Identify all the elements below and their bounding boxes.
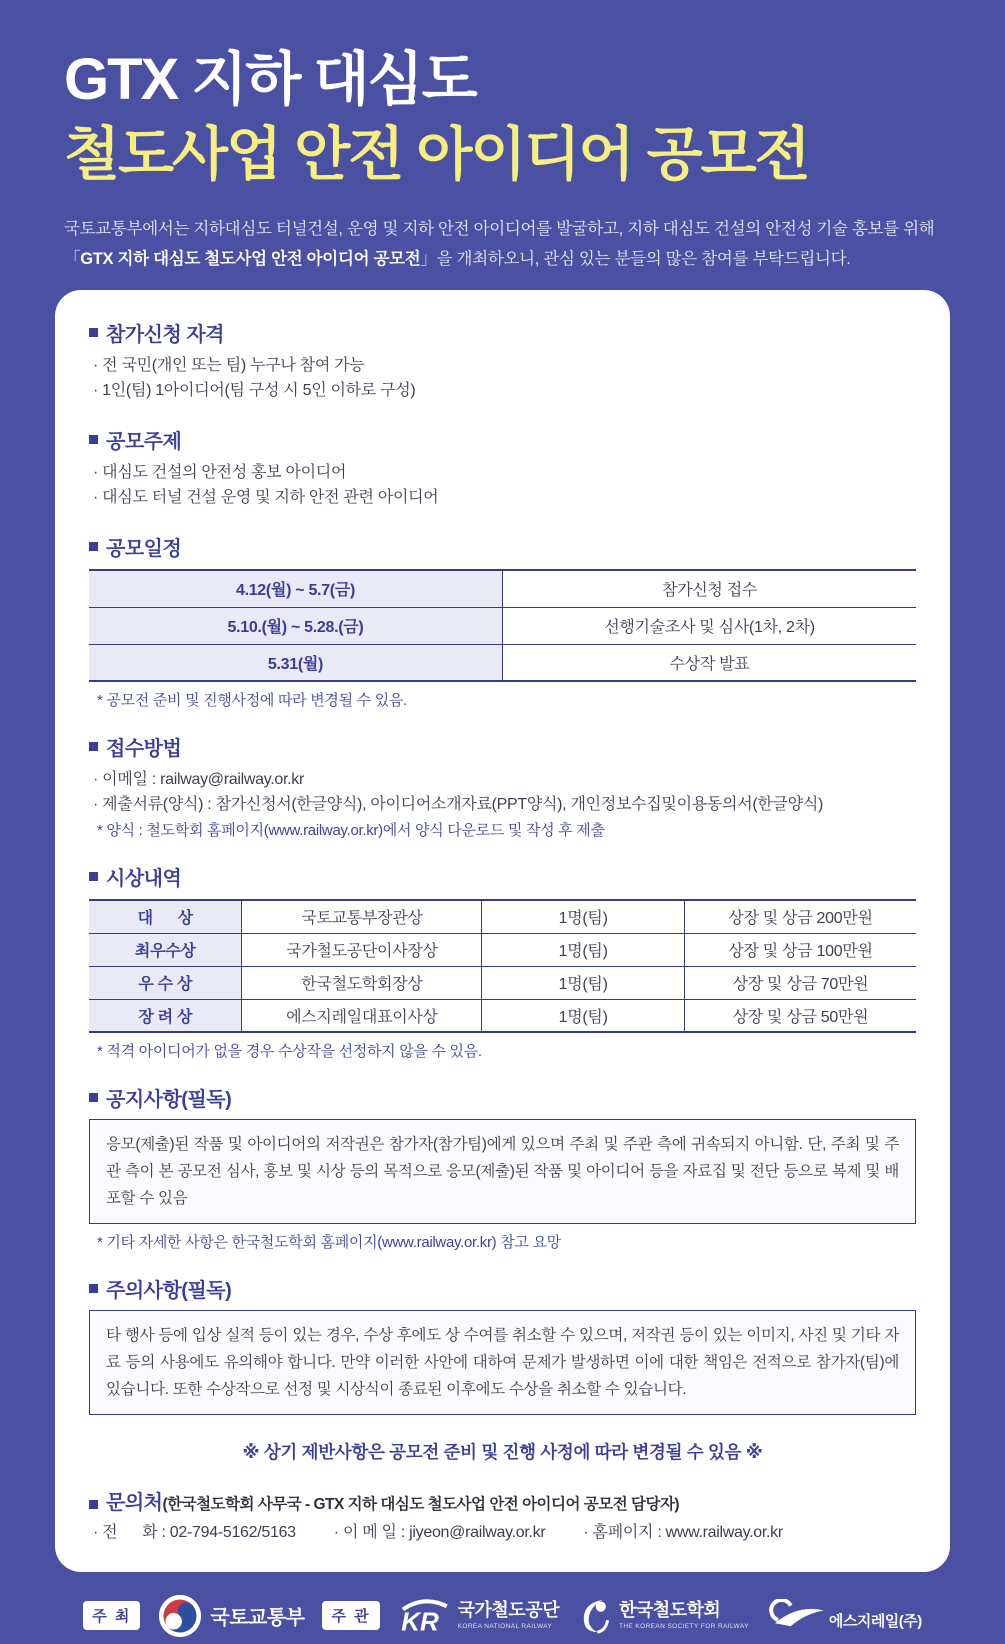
section-contact xyxy=(89,1486,916,1546)
content-card xyxy=(55,290,950,1572)
section-title-awards: 시상내역 xyxy=(89,862,916,891)
award-reward: 상장 및 상금 100만원 xyxy=(684,933,916,966)
award-grade: 대 상 xyxy=(89,900,242,933)
award-prize: 한국철도학회장상 xyxy=(242,966,482,999)
schedule-content: 참가신청 접수 xyxy=(661,582,758,600)
poster-title-line1: GTX 지하 대심도 xyxy=(64,47,476,112)
poster-title-line2: 철도사업 안전 아이디어 공모전 xyxy=(64,122,809,187)
award-row xyxy=(89,966,916,999)
host-badge: 주 최 xyxy=(83,1601,140,1630)
molit-taegeuk-icon xyxy=(158,1594,202,1638)
section-theme xyxy=(89,425,916,510)
award-count: 1명(팀) xyxy=(482,933,685,966)
notice-box: 응모(제출)된 작품 및 아이디어의 저작권은 참가자(참가팀)에게 있으며 주최 및 주관 측에 귀속되지 아니함. 단, 주최 및 주관 측이 본 공모전 심사, 홍보 및 시상 등의 목적으로 응모(제출)된 작품 및 아이디어 등을 자료집 및 전단 등으로 복제 및 배포할 수 있음 xyxy=(89,1119,916,1224)
description-contest-name: GTX 지하 대심도 철도사업 안전 아이디어 공모전 xyxy=(80,250,421,268)
host-name: 국토교통부 xyxy=(210,1607,305,1629)
section-title-theme: 공모주제 xyxy=(89,425,916,454)
section-title-submission: 접수방법 xyxy=(89,732,916,761)
award-prize: 에스지레일대표이사상 xyxy=(242,999,482,1032)
award-reward: 상장 및 상금 200만원 xyxy=(684,900,916,933)
section-caution xyxy=(89,1274,916,1415)
schedule-row xyxy=(89,607,916,644)
award-count: 1명(팀) xyxy=(482,900,685,933)
poster-description xyxy=(64,214,945,274)
eligibility-item: · 전 국민(개인 또는 팀) 누구나 참여 가능 xyxy=(93,357,365,374)
contact-subtitle: (한국철도학회 사무국 - GTX 지하 대심도 철도사업 안전 아이디어 공모전 담당자) xyxy=(162,1496,680,1513)
contact-phone: · 전 화 : 02-794-5162/5163 xyxy=(93,1524,296,1541)
square-bullet-icon xyxy=(89,1284,98,1293)
section-title-caution: 주의사항(필독) xyxy=(89,1274,916,1303)
award-row xyxy=(89,900,916,933)
schedule-period: 4.12(월) ~ 5.7(금) xyxy=(89,570,503,607)
section-title-notice: 공지사항(필독) xyxy=(89,1083,916,1112)
contact-email: · 이 메 일 : jiyeon@railway.or.kr xyxy=(333,1524,546,1541)
org3-name: 에스지레일(주) xyxy=(828,1613,922,1630)
square-bullet-icon xyxy=(89,872,98,881)
submission-item: · 이메일 : railway@railway.or.kr xyxy=(93,771,304,788)
submission-note: * 양식 : 철도학회 홈페이지(www.railway.or.kr)에서 양식 다운로드 및 작성 후 제출 xyxy=(97,822,605,839)
contact-homepage: · 홈페이지 : www.railway.or.kr xyxy=(583,1524,783,1541)
kr-logo-unit xyxy=(398,1596,559,1636)
awards-table xyxy=(89,899,916,1033)
award-grade: 최우수상 xyxy=(89,933,242,966)
theme-item: · 대심도 터널 건설 운영 및 지하 안전 관련 아이디어 xyxy=(93,488,439,506)
award-prize: 국토교통부장관상 xyxy=(242,900,482,933)
notice-note: * 기타 자세한 사항은 한국철도학회 홈페이지(www.railway.or.kr) 참고 요망 xyxy=(97,1234,561,1251)
square-bullet-icon xyxy=(89,435,98,444)
award-grade: 장 려 상 xyxy=(89,999,242,1032)
square-bullet-icon xyxy=(89,1500,98,1509)
theme-item: · 대심도 건설의 안전성 홍보 아이디어 xyxy=(93,464,347,481)
section-awards xyxy=(89,862,916,1061)
schedule-content: 수상작 발표 xyxy=(503,644,917,681)
organizer-badge: 주 관 xyxy=(322,1601,379,1630)
award-count: 1명(팀) xyxy=(482,999,685,1032)
section-title-schedule: 공모일정 xyxy=(89,532,916,561)
section-eligibility xyxy=(89,318,916,403)
square-bullet-icon xyxy=(89,742,98,751)
section-notice xyxy=(89,1083,916,1252)
org1-subtitle: KOREA NATIONAL RAILWAY xyxy=(457,1622,553,1630)
awards-note: * 적격 아이디어가 없을 경우 수상작을 선정하지 않을 수 있음. xyxy=(97,1043,482,1060)
award-row xyxy=(89,999,916,1032)
schedule-row xyxy=(89,644,916,681)
description-line2: 「GTX 지하 대심도 철도사업 안전 아이디어 공모전」을 개최하오니, 관심 있는 분들의 많은 참여를 부탁드립니다. xyxy=(64,250,851,268)
sgrail-s-icon xyxy=(767,1599,827,1633)
schedule-note: * 공모전 준비 및 진행사정에 따라 변경될 수 있음. xyxy=(97,692,407,709)
square-bullet-icon xyxy=(89,542,98,551)
org2-subtitle: THE KOREAN SOCIETY FOR RAILWAY xyxy=(618,1622,749,1630)
section-title-contact: 문의처 (한국철도학회 사무국 - GTX 지하 대심도 철도사업 안전 아이디어 공모전 담당자) xyxy=(89,1486,916,1515)
description-line1: 국토교통부에서는 지하대심도 터널건설, 운영 및 지하 안전 아이디어를 발굴하고, 지하 대심도 건설의 안전성 기술 홍보를 위해 xyxy=(64,220,935,238)
ksr-logo-unit xyxy=(577,1596,749,1636)
svg-text:KR: KR xyxy=(400,1606,439,1636)
submission-item: · 제출서류(양식) : 참가신청서(한글양식), 아이디어소개자료(PPT양식), 개인정보수집및이용동의서(한글양식) xyxy=(93,795,824,813)
schedule-period: 5.31(월) xyxy=(89,644,503,681)
sgrail-logo-unit xyxy=(767,1599,922,1633)
award-prize: 국가철도공단이사장상 xyxy=(242,933,482,966)
schedule-content: 선행기술조사 및 심사(1차, 2차) xyxy=(503,607,917,644)
schedule-period: 5.10.(월) ~ 5.28.(금) xyxy=(89,607,503,644)
award-reward: 상장 및 상금 50만원 xyxy=(684,999,916,1032)
change-note: ※ 상기 제반사항은 공모전 준비 및 진행 사정에 따라 변경될 수 있음 ※ xyxy=(242,1442,763,1462)
org2-name: 한국철도학회 xyxy=(618,1600,721,1621)
award-count: 1명(팀) xyxy=(482,966,685,999)
molit-logo-unit xyxy=(158,1594,304,1638)
section-submission xyxy=(89,732,916,840)
section-schedule xyxy=(89,532,916,710)
contact-line xyxy=(89,1521,916,1546)
eligibility-item: · 1인(팀) 1아이디어(팀 구성 시 5인 이하로 구성) xyxy=(93,381,416,399)
square-bullet-icon xyxy=(89,1093,98,1102)
caution-box: 타 행사 등에 입상 실적 등이 있는 경우, 수상 후에도 상 수여를 취소할 수 있으며, 저작권 등이 있는 이미지, 사진 및 기타 자료 등의 사용에도 유의해야 합니다. 만약 이러한 사안에 대하여 문제가 발생하면 이에 대한 책임은 전적으로 참가자(팀)에 있습니다. 또한 수상작으로 선정 및 시상식이 종료된 이후에도 수상을 취소할 수 있습니다. xyxy=(89,1310,916,1415)
poster-header xyxy=(0,0,1005,274)
org1-name: 국가철도공단 xyxy=(457,1600,559,1621)
footer-logos xyxy=(0,1588,1005,1644)
square-bullet-icon xyxy=(89,328,98,337)
schedule-table xyxy=(89,569,916,682)
section-title-eligibility: 참가신청 자격 xyxy=(89,318,916,347)
award-row xyxy=(89,933,916,966)
kr-logo-icon xyxy=(398,1596,450,1636)
schedule-row xyxy=(89,570,916,607)
award-grade: 우 수 상 xyxy=(89,966,242,999)
award-reward: 상장 및 상금 70만원 xyxy=(684,966,916,999)
ksr-swoosh-icon xyxy=(577,1596,611,1636)
